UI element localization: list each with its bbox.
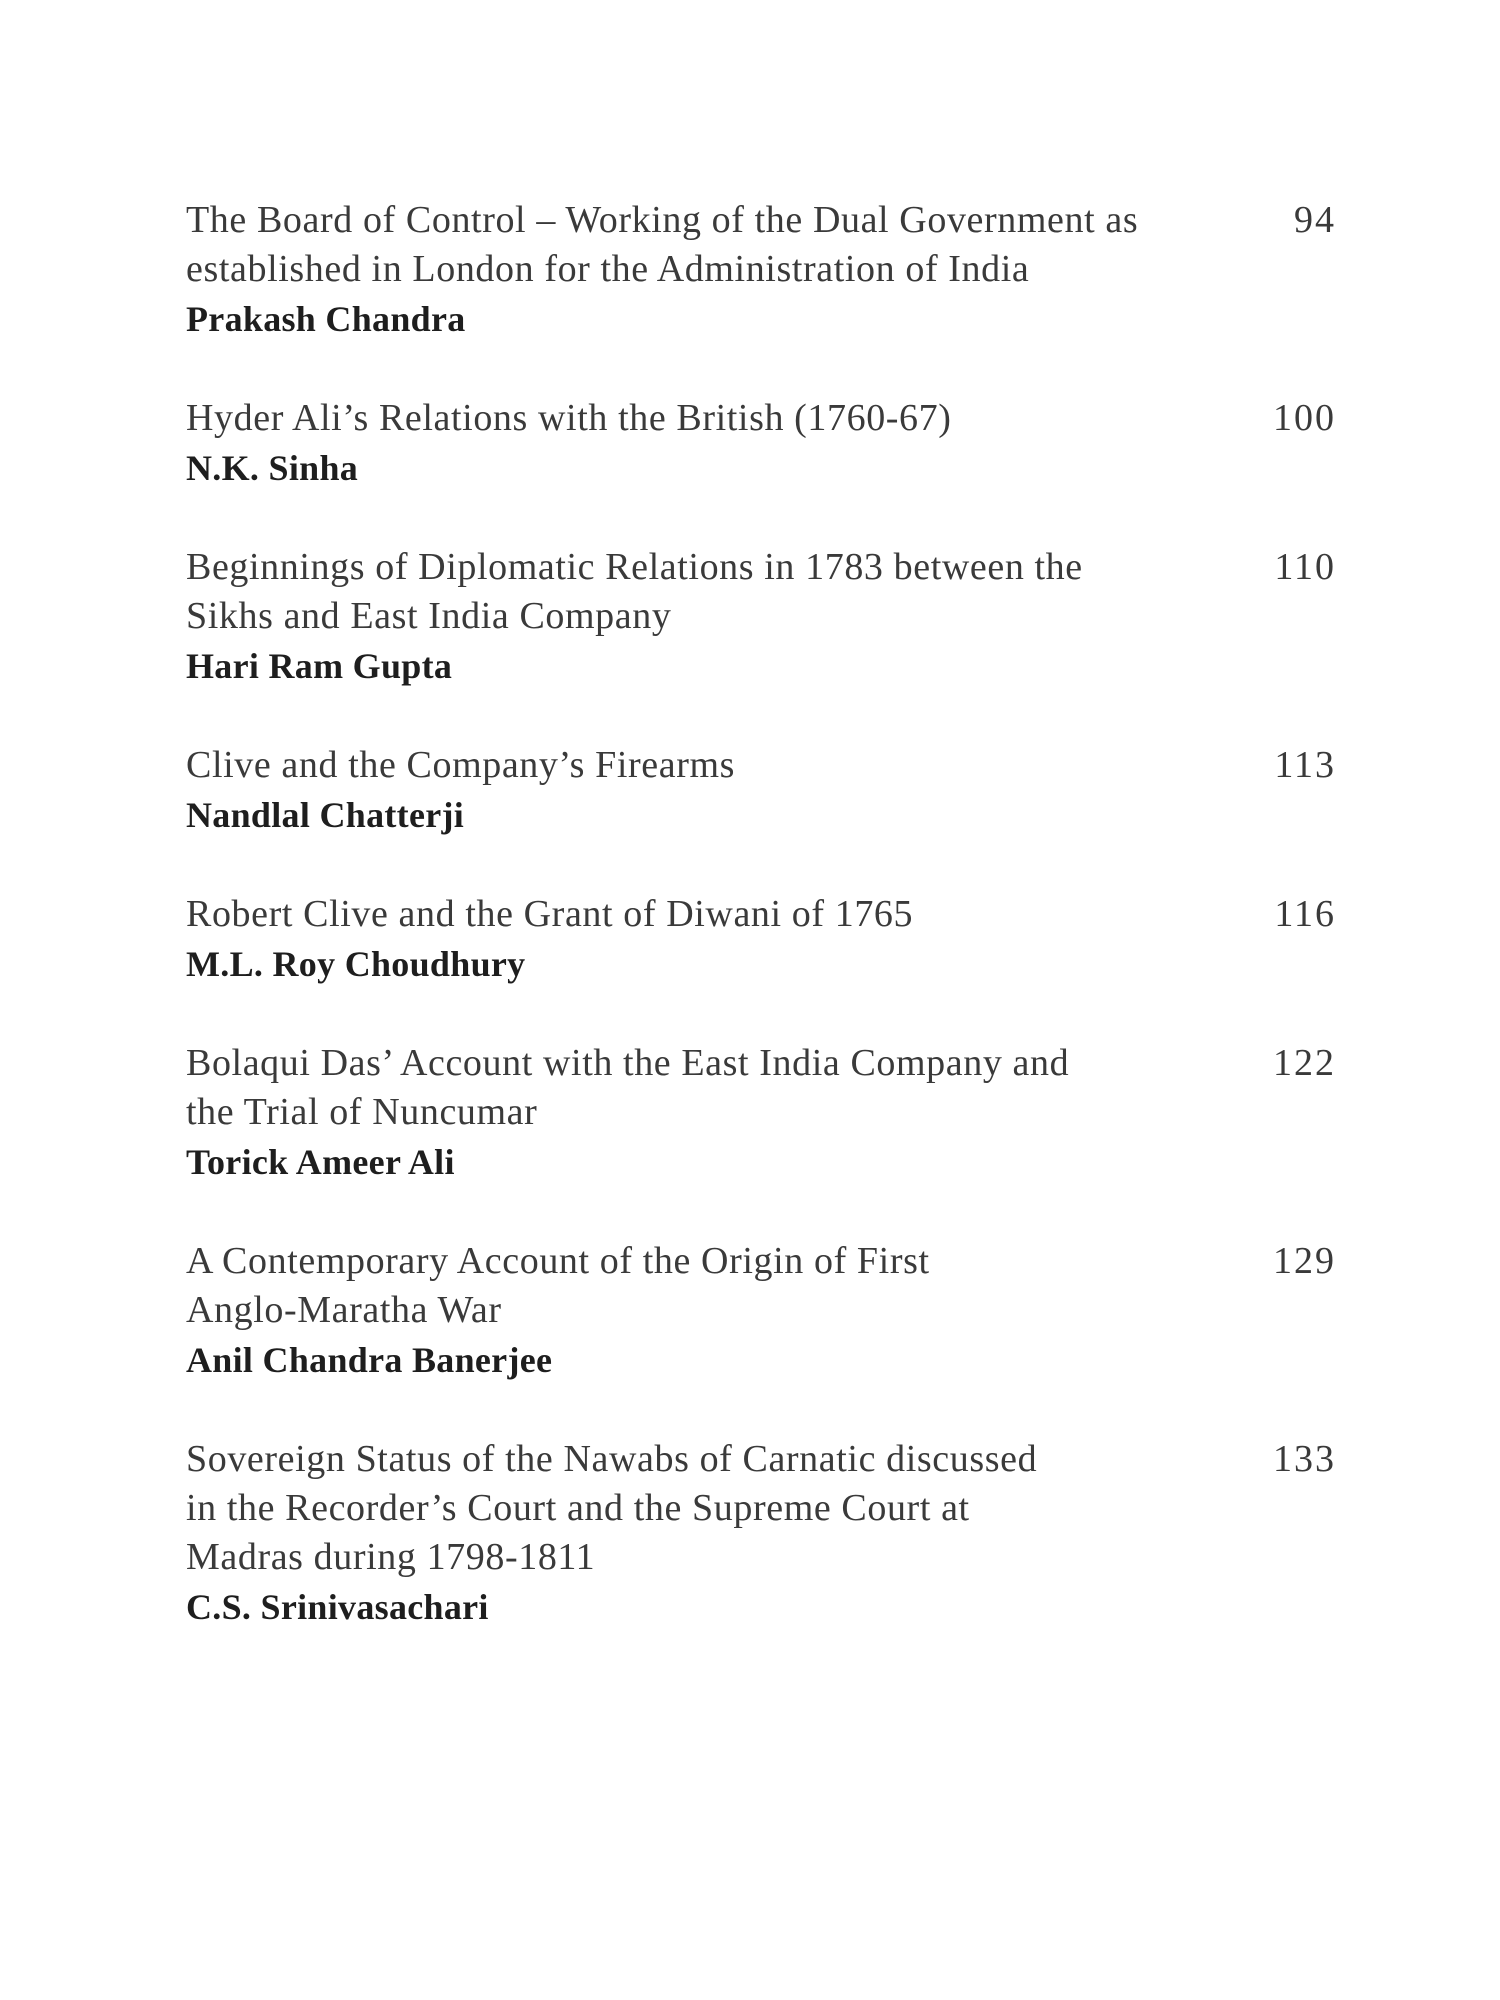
entry-page-number: 116: [1274, 893, 1336, 935]
entry-title: [186, 1435, 1166, 1582]
entry-title-line: Sikhs and East India Company: [186, 595, 672, 637]
entry-title: [186, 741, 1166, 790]
entry-title-line: in the Recorder’s Court and the Supreme Court at: [186, 1487, 970, 1529]
entry-page-number: 110: [1274, 546, 1336, 588]
toc-entry: [186, 741, 1336, 840]
entry-page-number: 113: [1274, 744, 1336, 786]
toc-entry: [186, 1435, 1336, 1632]
entry-author: Torick Ameer Ali: [186, 1142, 455, 1182]
entry-title-line: The Board of Control – Working of the Dual Government as: [186, 199, 1139, 241]
table-of-contents: [186, 196, 1336, 1682]
entry-author: Anil Chandra Banerjee: [186, 1340, 553, 1380]
entry-title-line: the Trial of Nuncumar: [186, 1091, 538, 1133]
toc-entry: [186, 543, 1336, 691]
entry-title-line: Madras during 1798-1811: [186, 1536, 596, 1578]
entry-title-line: Bolaqui Das’ Account with the East India Company and: [186, 1042, 1070, 1084]
entry-title: [186, 543, 1166, 641]
entry-author: Hari Ram Gupta: [186, 646, 453, 686]
toc-entry: [186, 394, 1336, 493]
entry-page-number: 122: [1273, 1042, 1336, 1084]
toc-entry: [186, 1039, 1336, 1187]
entry-author: C.S. Srinivasachari: [186, 1587, 489, 1627]
entry-author: Nandlal Chatterji: [186, 795, 465, 835]
toc-entry: [186, 1237, 1336, 1385]
entry-title: [186, 1237, 1166, 1335]
entry-title-line: Clive and the Company’s Firearms: [186, 744, 736, 786]
entry-title-line: A Contemporary Account of the Origin of First: [186, 1240, 930, 1282]
entry-title: [186, 196, 1166, 294]
entry-author: M.L. Roy Choudhury: [186, 944, 526, 984]
entry-title-line: Anglo-Maratha War: [186, 1289, 502, 1331]
entry-page-number: 94: [1294, 199, 1336, 241]
entry-page-number: 100: [1273, 397, 1336, 439]
entry-title-line: Beginnings of Diplomatic Relations in 1783 between the: [186, 546, 1083, 588]
entry-title: [186, 394, 1166, 443]
toc-entry: [186, 890, 1336, 989]
entry-page-number: 133: [1273, 1438, 1336, 1480]
entry-title-line: Hyder Ali’s Relations with the British (1760-67): [186, 397, 952, 439]
entry-author: Prakash Chandra: [186, 299, 466, 339]
entry-title-line: Sovereign Status of the Nawabs of Carnatic discussed: [186, 1438, 1038, 1480]
entry-title: [186, 890, 1166, 939]
entry-title-line: Robert Clive and the Grant of Diwani of 1765: [186, 893, 914, 935]
entry-title: [186, 1039, 1166, 1137]
entry-page-number: 129: [1273, 1240, 1336, 1282]
toc-entry: [186, 196, 1336, 344]
entry-author: N.K. Sinha: [186, 448, 359, 488]
entry-title-line: established in London for the Administration of India: [186, 248, 1030, 290]
